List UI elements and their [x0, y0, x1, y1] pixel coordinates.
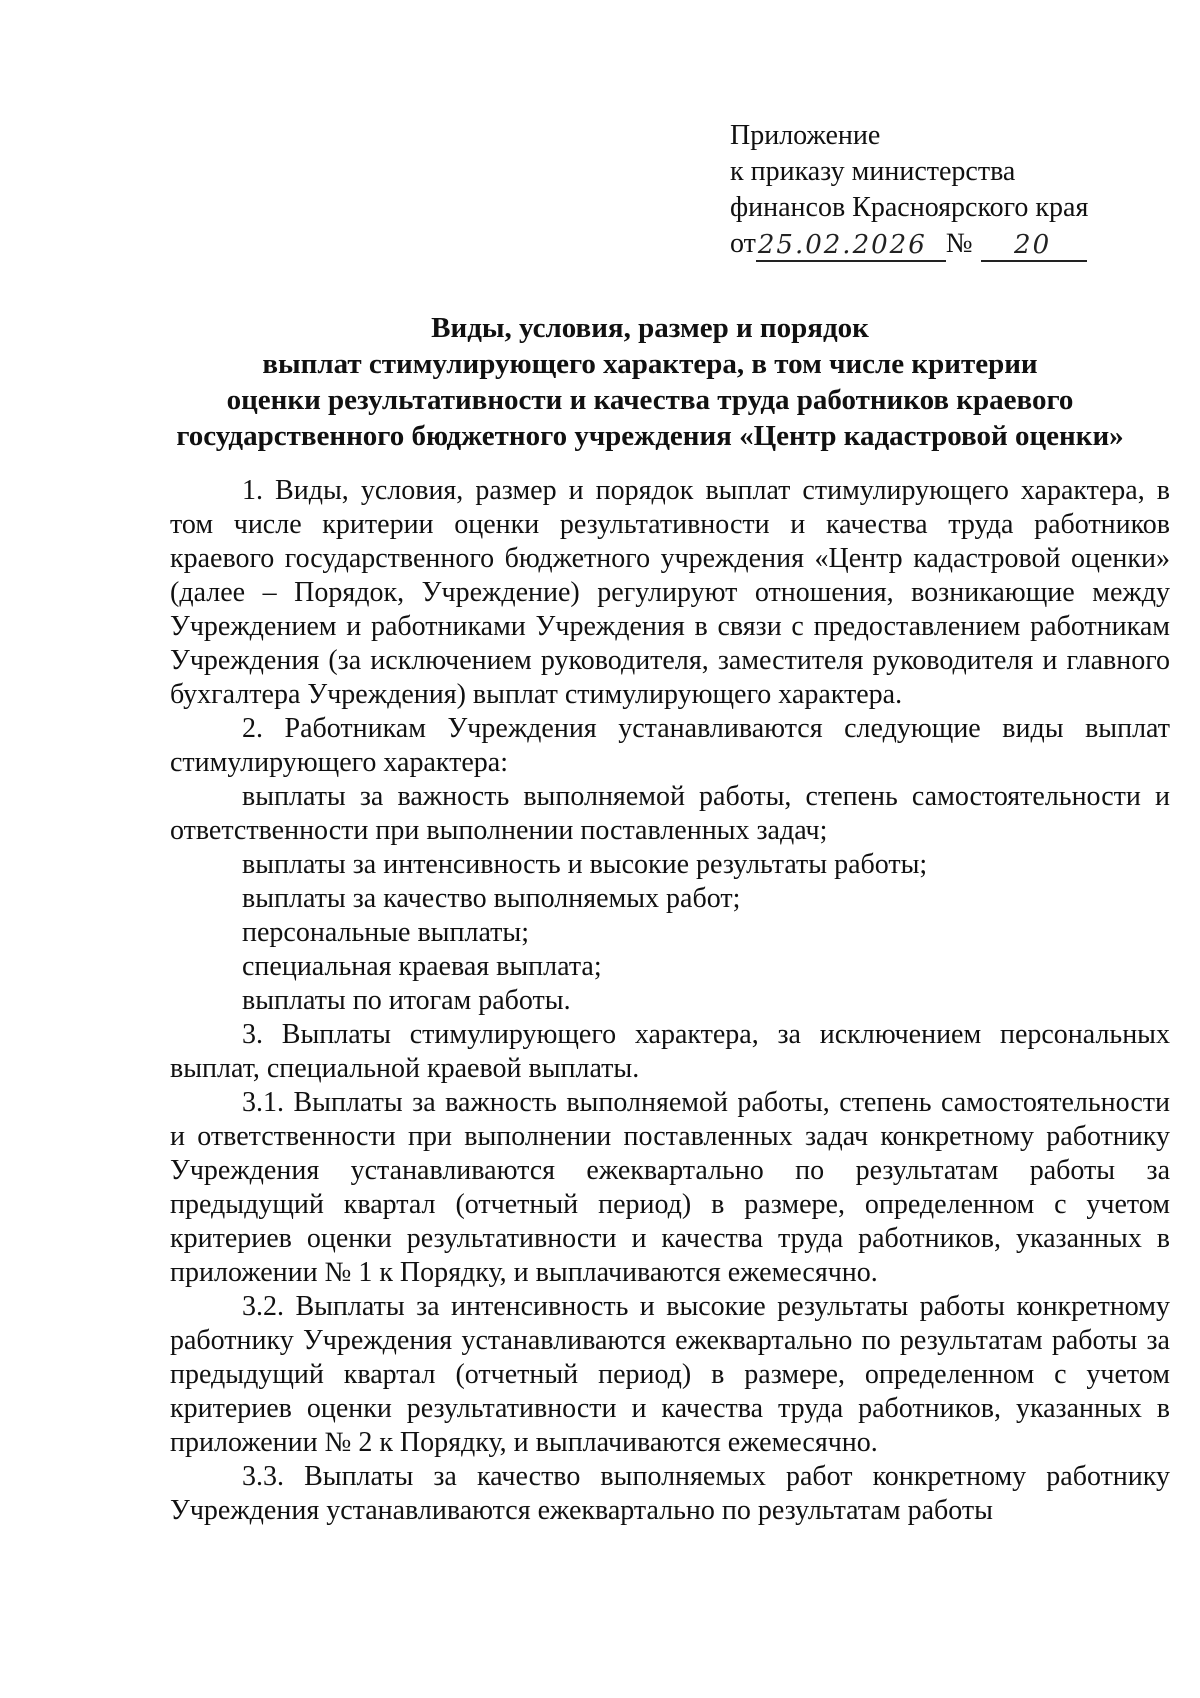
- payment-type-item: выплаты за важность выполняемой работы, степень самостоятельности и ответственности при выполнении поставленных задач;: [170, 781, 1170, 846]
- paragraph-3: 3. Выплаты стимулирующего характера, за исключением персональных выплат, специальной краевой выплаты.: [170, 1019, 1170, 1084]
- document-title: [120, 310, 1180, 454]
- title-line-3: оценки результативности и качества труда работников краевого: [226, 384, 1074, 416]
- payment-type-item: выплаты за интенсивность и высокие результаты работы;: [242, 849, 928, 880]
- paragraph-3-2: 3.2. Выплаты за интенсивность и высокие результаты работы конкретному работнику Учреждения устанавливаются ежеквартально по результатам работы за предыдущий квартал (отчетный период) в размере, определенном с учетом критериев оценки результативности и качества труда работников, указанных в приложении № 2 к Порядку, и выплачиваются ежемесячно.: [170, 1291, 1170, 1458]
- title-line-1: Виды, условия, размер и порядок: [431, 312, 869, 344]
- paragraph-1: 1. Виды, условия, размер и порядок выплат стимулирующего характера, в том числе критерии оценки результативности и качества труда работников краевого государственного бюджетного учреждения «Центр кадастровой оценки» (далее – Порядок, Учреждение) регулируют отношения, возникающие между Учреждением и работниками Учреждения в связи с предоставлением работникам Учреждения (за исключением руководителя, заместителя руководителя и главного бухгалтера Учреждения) выплат стимулирующего характера.: [170, 475, 1170, 710]
- payment-type-item: специальная краевая выплата;: [242, 951, 602, 982]
- from-label: от: [730, 228, 756, 259]
- paragraph-3-3: 3.3. Выплаты за качество выполняемых работ конкретному работнику Учреждения устанавливаются ежеквартально по результатам работы: [170, 1461, 1170, 1526]
- paragraph-2: 2. Работникам Учреждения устанавливаются следующие виды выплат стимулирующего характера:: [170, 713, 1170, 778]
- appendix-title: Приложение: [730, 120, 881, 151]
- number-label: №: [945, 228, 973, 259]
- paragraph-3-1: 3.1. Выплаты за важность выполняемой работы, степень самостоятельности и ответственности при выполнении поставленных задач конкретному работнику Учреждения устанавливаются ежеквартально по результатам работы за предыдущий квартал (отчетный период) в размере, определенном с учетом критериев оценки результативности и качества труда работников, указанных в приложении № 1 к Порядку, и выплачиваются ежемесячно.: [170, 1087, 1170, 1288]
- title-line-4: государственного бюджетного учреждения «Центр кадастровой оценки»: [176, 420, 1124, 452]
- title-line-2: выплат стимулирующего характера, в том числе критерии: [262, 348, 1038, 380]
- payment-type-item: выплаты за качество выполняемых работ;: [242, 883, 741, 914]
- appendix-order-ref: к приказу министерства: [730, 156, 1016, 187]
- appendix-date-number-line: [730, 226, 1170, 262]
- payment-type-item: персональные выплаты;: [242, 917, 529, 948]
- payment-type-item: выплаты по итогам работы.: [242, 985, 571, 1016]
- appendix-header: [730, 118, 1170, 262]
- handwritten-number: 20: [981, 230, 1087, 262]
- document-body: [170, 474, 1170, 1528]
- appendix-ministry: финансов Красноярского края: [730, 192, 1089, 223]
- handwritten-date: 25.02.2026: [756, 230, 946, 262]
